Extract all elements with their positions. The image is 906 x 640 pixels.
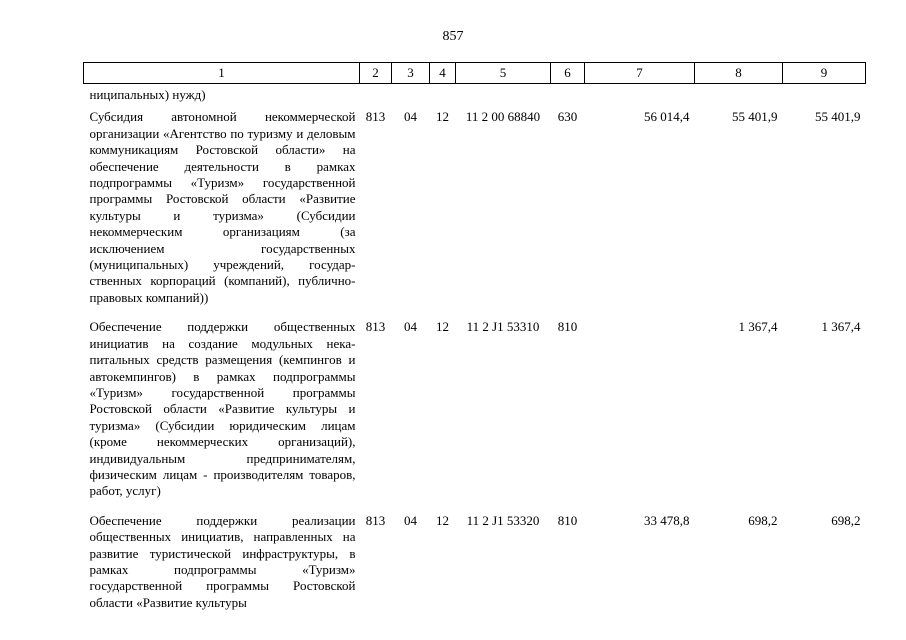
budget-table	[83, 62, 866, 617]
row-amount-col8: 698,2	[748, 512, 778, 528]
column-header-1: 1	[84, 63, 360, 84]
header-row	[84, 63, 866, 84]
row-target-code: 11 2 J1 53310	[466, 319, 540, 335]
row-amount-col9: 55 401,9	[815, 109, 861, 125]
table-row	[84, 103, 866, 312]
row-amount-col9: 1 367,4	[821, 319, 861, 335]
row-ministry-code: 813	[365, 319, 386, 335]
row-subsection: 12	[436, 109, 449, 125]
column-header-4: 4	[430, 63, 456, 84]
row-amount-col8: 1 367,4	[738, 319, 778, 335]
table-row	[84, 312, 866, 505]
row-amount-col7: 56 014,4	[644, 109, 690, 125]
row-description: Обеспечение поддержки реализации общественных инициатив, направленных на развитие туристической инфраструктуры, в рамках подпрограммы «Туризм» государственной программы Ростовской области «Развитие культуры	[89, 512, 356, 610]
row-ministry-code: 813	[365, 109, 386, 125]
row-amount-col9: 698,2	[831, 512, 861, 528]
row-expense-type: 810	[557, 319, 578, 335]
row-subsection: 12	[436, 319, 449, 335]
row-section: 04	[404, 319, 417, 335]
column-header-6: 6	[551, 63, 585, 84]
row-description: Субсидия автономной некоммерческой организации «Агентство по туризму и деловым коммуникациям Ростовской области» на обеспечение деятельности в рамках подпрограммы «Туризм» государственной программы Ростовской области «Развитие культуры и туризма» (Субсидии некоммерческим организациям (за исключением государственных (муниципальных) учреждений, государственных корпораций (компаний), публично-правовых компаний))	[89, 109, 356, 305]
page-number: 857	[442, 29, 464, 44]
row-amount-col8: 55 401,9	[732, 109, 778, 125]
row-section: 04	[404, 512, 417, 528]
column-header-5: 5	[456, 63, 551, 84]
column-header-7: 7	[585, 63, 695, 84]
column-header-3: 3	[392, 63, 430, 84]
row-target-code: 11 2 J1 53320	[466, 512, 540, 528]
row-expense-type: 630	[557, 109, 578, 125]
row-description: Обеспечение поддержки общественных инициатив на создание модульных некапитальных средств размещения (кемпингов и автокемпингов) в рамках подпрограммы «Туризм» государственной программы Ростовской области «Развитие культуры и туризма» (Субсидии юридическим лицам (кроме некоммерческих организаций), индивидуальным предпринимателям, физическим лицам - производителям товаров, работ, услуг)	[89, 319, 356, 499]
table-row	[84, 506, 866, 617]
row-expense-type: 810	[557, 512, 578, 528]
row-subsection: 12	[436, 512, 449, 528]
row-amount-col7: 33 478,8	[644, 512, 690, 528]
row-ministry-code: 813	[365, 512, 386, 528]
column-header-9: 9	[783, 63, 866, 84]
column-header-8: 8	[695, 63, 783, 84]
column-header-2: 2	[360, 63, 392, 84]
continuation-row	[84, 84, 866, 104]
row-target-code: 11 2 00 68840	[465, 109, 541, 125]
continuation-text: ниципальных) нужд)	[89, 87, 206, 102]
row-amount-col7	[585, 312, 695, 505]
row-section: 04	[404, 109, 417, 125]
